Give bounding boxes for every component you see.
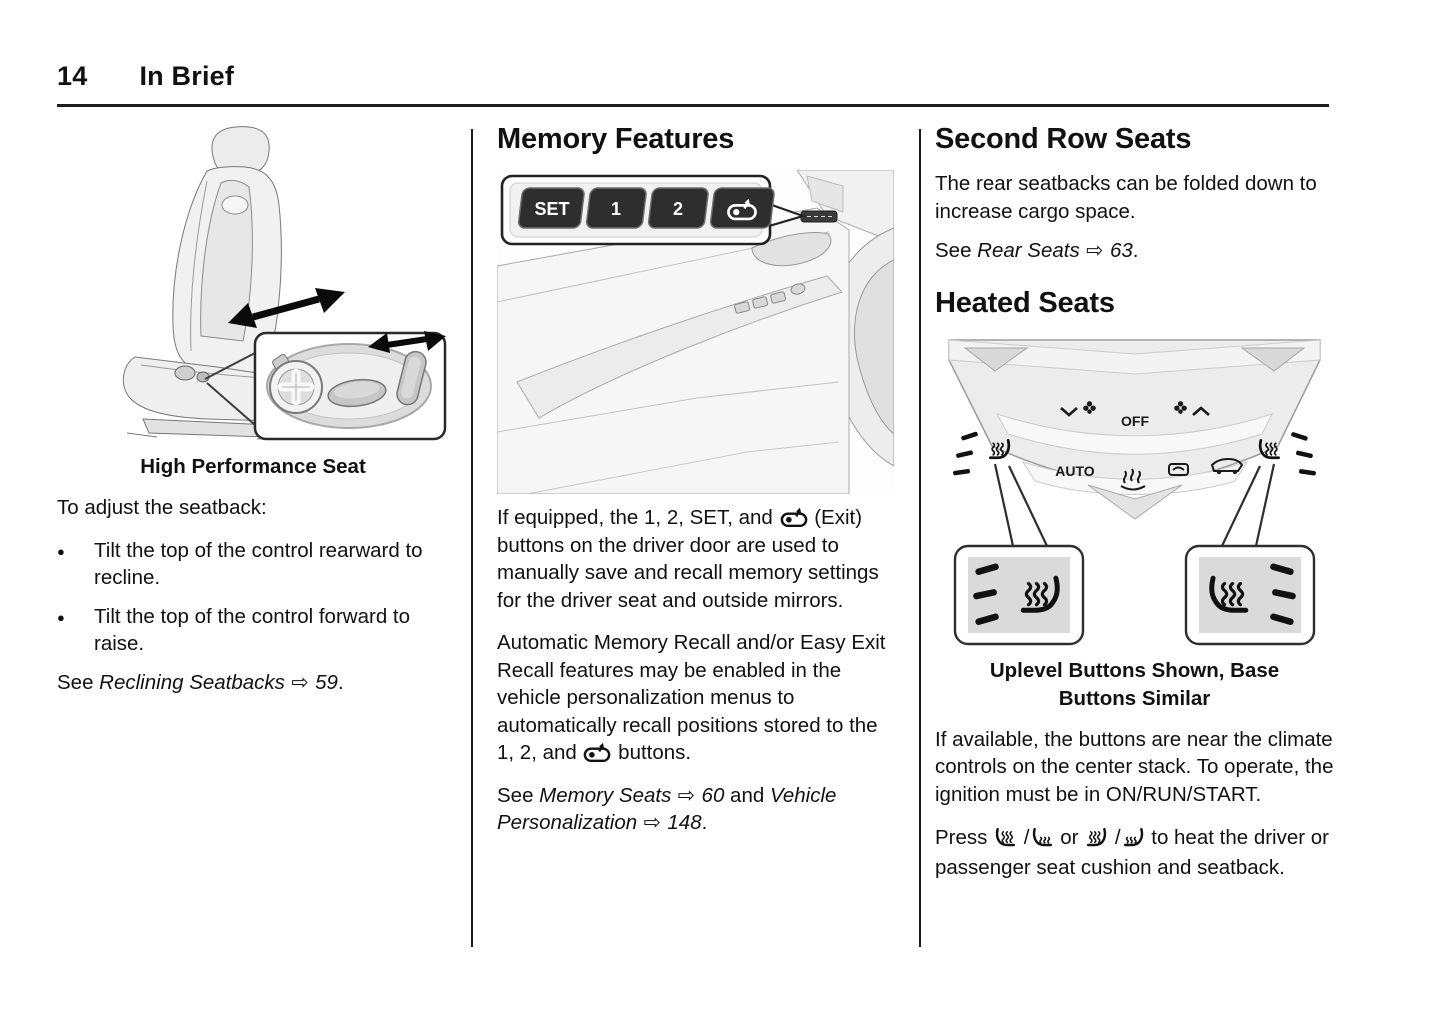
passenger-heat-level-dashes xyxy=(1291,431,1317,475)
section-heading-heated-seats: Heated Seats xyxy=(935,286,1115,319)
page-number: 14 xyxy=(57,61,88,91)
memory-2-label: 2 xyxy=(672,199,684,219)
passenger-heated-cushion-icon xyxy=(1122,827,1145,848)
cross-reference-title: Vehicle Personalization xyxy=(497,783,837,834)
seat-controls-inset xyxy=(255,331,446,439)
reference-arrow: ⇨ xyxy=(637,810,668,834)
cross-reference-title: Reclining Seatbacks xyxy=(99,670,285,694)
heated-seats-press-instruction: Press / or / to heat the driver or passenger seat cushion and seatback. xyxy=(935,826,1330,879)
off-label: OFF xyxy=(1121,412,1149,429)
heated-seats-body: If available, the buttons are near the climate controls on the center stack. To operate, the ignition must be in ON/RUN/START. xyxy=(935,727,1334,806)
memory-1-label: 1 xyxy=(610,199,622,219)
section-heading-memory-features: Memory Features xyxy=(497,123,735,155)
see-reference: See Memory Seats ⇨ 60 and Vehicle Personalization ⇨ 148. xyxy=(497,782,837,834)
list-item-text: Tilt the top of the control forward to raise. xyxy=(94,604,411,655)
bullet-marker: ● xyxy=(57,609,65,625)
set-button-label: SET xyxy=(534,199,570,219)
memory-buttons-figure xyxy=(497,170,894,494)
memory-buttons-callout xyxy=(502,176,803,244)
figure-caption: Uplevel Buttons Shown, Base Buttons Similar xyxy=(989,658,1280,710)
list-item xyxy=(57,537,449,592)
passenger-heated-seatback-icon xyxy=(1085,827,1108,848)
climate-panel-illustration xyxy=(949,340,1320,519)
see-reference: See Reclining Seatbacks ⇨ 59. xyxy=(57,669,344,694)
reference-arrow: ⇨ xyxy=(671,782,702,807)
column-seat xyxy=(57,121,449,711)
list-item xyxy=(57,603,449,658)
page-header xyxy=(57,61,234,92)
driver-heated-cushion-icon xyxy=(1031,827,1054,848)
seat-exit-icon xyxy=(780,505,808,528)
cross-reference-page: 59 xyxy=(315,670,338,694)
driver-heat-callout-box xyxy=(955,546,1083,644)
cross-reference-title: Rear Seats xyxy=(977,239,1080,262)
section-title: In Brief xyxy=(139,61,235,91)
exit-button xyxy=(710,188,775,228)
heated-seats-figure xyxy=(935,334,1334,647)
seat-intro-text: To adjust the seatback: xyxy=(57,496,267,519)
memory-paragraph-2: Automatic Memory Recall and/or Easy Exit Recall features may be enabled in the vehicle personalization menus to automatically recall positions stored to the 1, 2, and buttons. xyxy=(497,631,886,764)
column-divider-left xyxy=(471,129,473,947)
section-heading-second-row-seats: Second Row Seats xyxy=(935,123,1192,155)
driver-heat-level-dashes xyxy=(953,431,979,475)
driver-heated-seatback-icon xyxy=(994,827,1017,848)
column-divider-right xyxy=(919,129,921,947)
bullet-marker: ● xyxy=(57,543,65,559)
list-item-text: Tilt the top of the control rearward to recline. xyxy=(94,538,423,589)
figure-caption: High Performance Seat xyxy=(140,455,366,478)
cross-reference-page: 63 xyxy=(1109,239,1133,262)
memory-paragraph-1: If equipped, the 1, 2, SET, and (Exit) buttons on the driver door are used to manually save and recall memory settings for the driver seat and outside mirrors. xyxy=(497,506,879,612)
column-second-row-heated xyxy=(935,121,1334,898)
auto-label: AUTO xyxy=(1055,462,1095,479)
seat-exit-icon xyxy=(583,740,611,763)
cross-reference-title: Memory Seats xyxy=(539,783,672,807)
reference-arrow: ⇨ xyxy=(1079,238,1110,262)
passenger-heat-callout-box xyxy=(1186,546,1314,644)
cross-reference-page: 60 xyxy=(701,783,725,807)
see-reference: See Rear Seats ⇨ 63. xyxy=(935,238,1139,262)
cross-reference-page: 148 xyxy=(667,811,702,834)
header-rule xyxy=(57,104,1329,107)
high-performance-seat-figure xyxy=(57,121,449,443)
column-memory xyxy=(497,121,894,852)
reference-arrow: ⇨ xyxy=(284,669,316,694)
second-row-body: The rear seatbacks can be folded down to increase cargo space. xyxy=(935,172,1317,223)
